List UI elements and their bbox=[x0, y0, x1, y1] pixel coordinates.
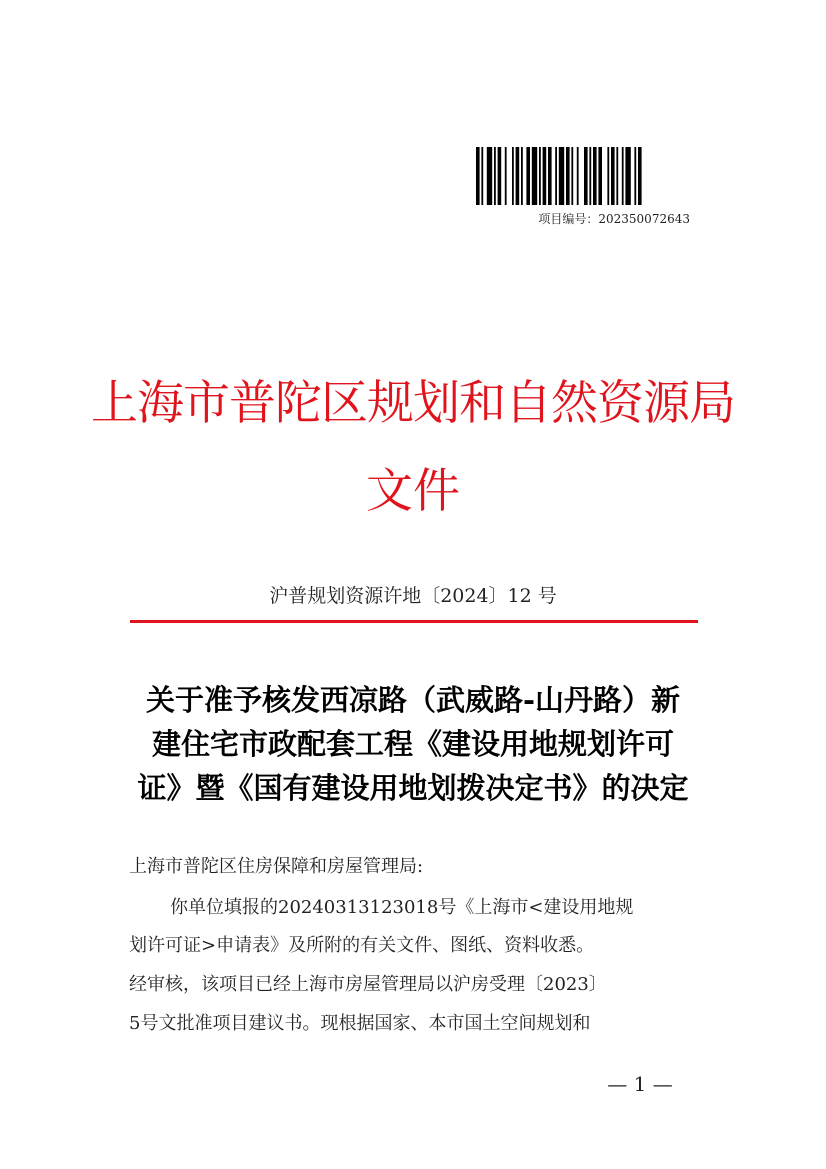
document-title-line-2: 建住宅市政配套工程《建设用地规划许可 bbox=[151, 727, 674, 761]
document-type-label: 文件 bbox=[366, 464, 460, 519]
document-number: 沪普规划资源许地〔2024〕12 号 bbox=[269, 585, 557, 607]
document-title-line-1: 关于准予核发西凉路（武威路-山丹路）新 bbox=[145, 683, 681, 717]
red-separator-line bbox=[130, 620, 698, 623]
page-number: — 1 — bbox=[607, 1072, 673, 1096]
body-text-line: 划许可证>申请表》及所附的有关文件、图纸、资料收悉。 bbox=[129, 935, 595, 956]
barcode bbox=[476, 147, 690, 205]
body-text-line: 5号文批准项目建议书。现根据国家、本市国土空间规划和 bbox=[129, 1013, 591, 1034]
issuing-agency-name: 上海市普陀区规划和自然资源局 bbox=[91, 376, 735, 431]
body-text-line: 经审核，该项目已经上海市房屋管理局以沪房受理〔2023〕 bbox=[129, 974, 607, 995]
body-text-line: 你单位填报的20240313123018号《上海市<建设用地规 bbox=[170, 897, 634, 918]
recipient-line: 上海市普陀区住房保障和房屋管理局: bbox=[129, 856, 424, 877]
document-title-line-3: 证》暨《国有建设用地划拨决定书》的决定 bbox=[137, 771, 689, 805]
project-number: 项目编号：202350072643 bbox=[538, 212, 690, 226]
